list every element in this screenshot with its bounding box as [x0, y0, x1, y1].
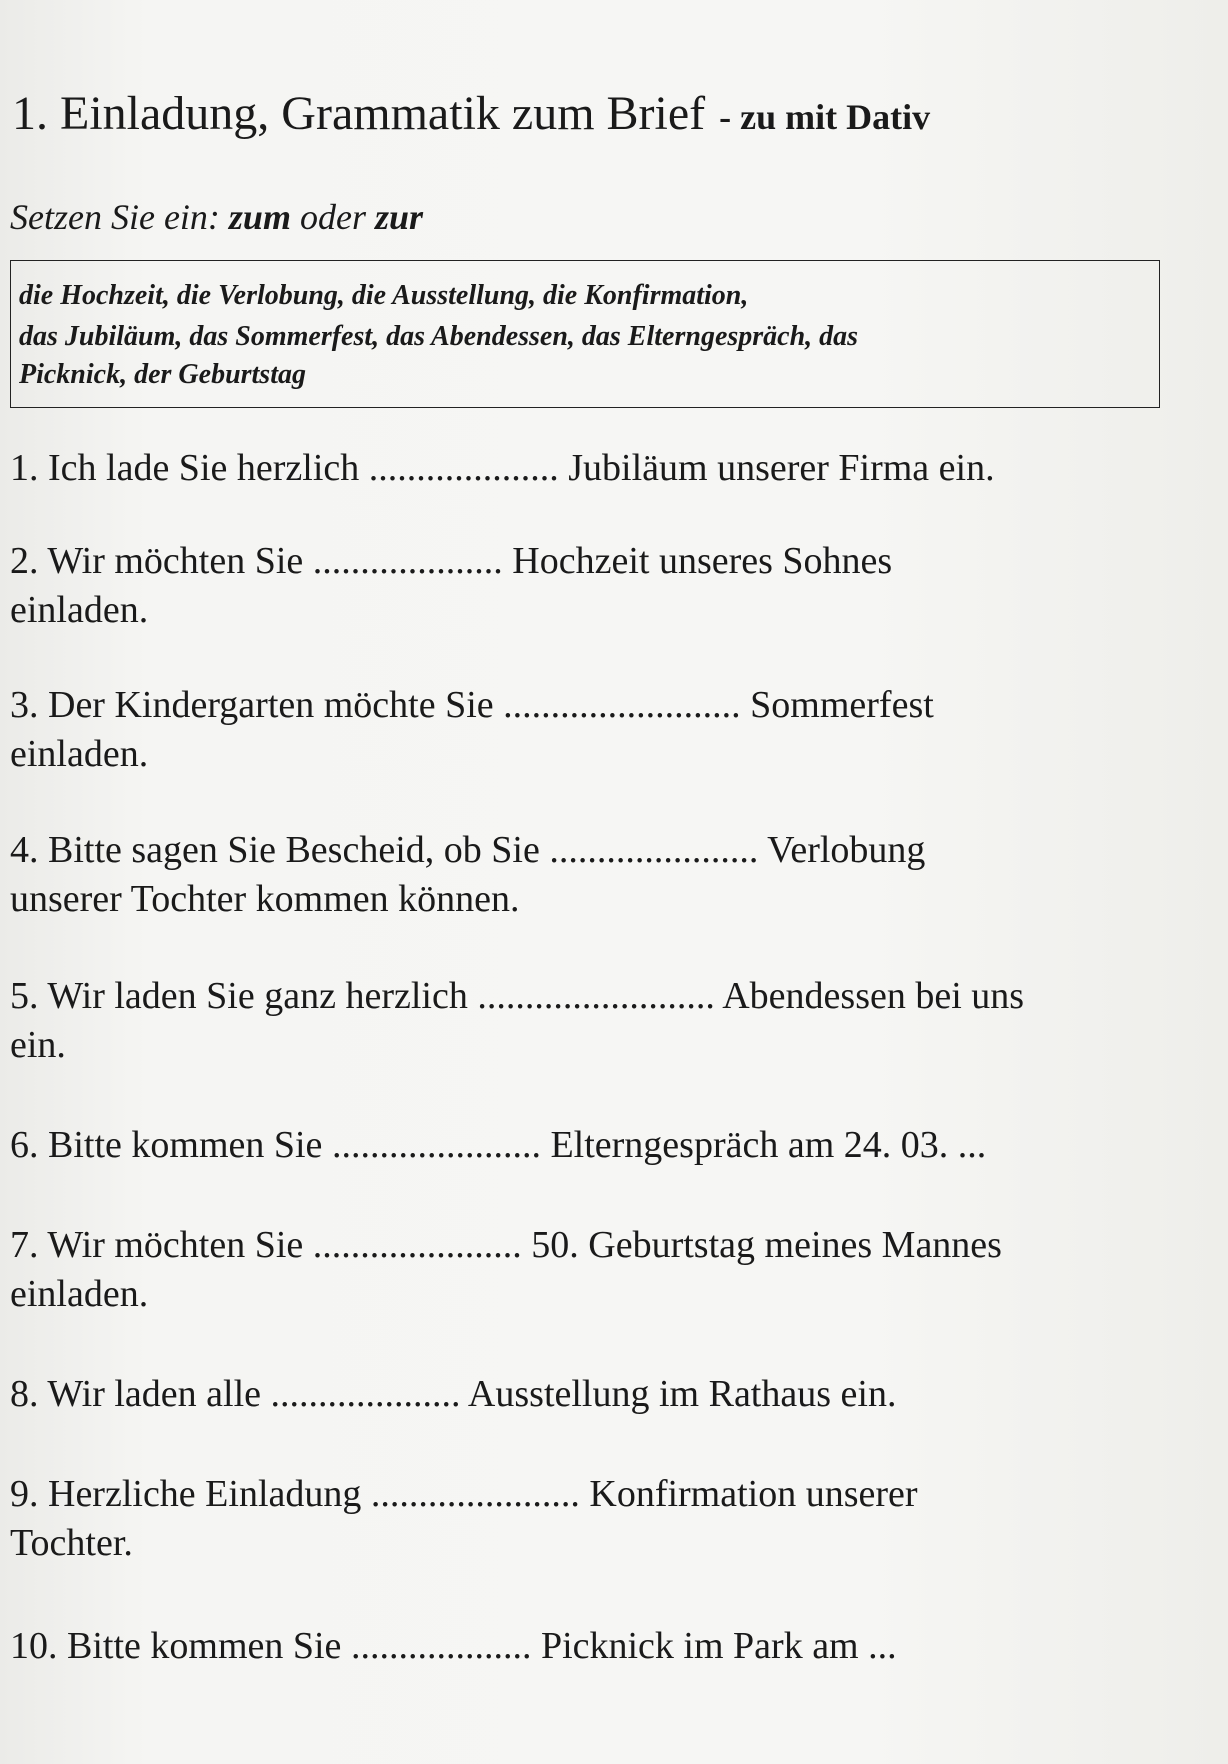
instruction-middle: oder	[290, 197, 375, 237]
exercise-text-before: 1. Ich lade Sie herzlich	[10, 447, 369, 489]
exercise-line	[10, 972, 1190, 1021]
answer-blank[interactable]: ....................	[270, 1373, 461, 1415]
exercise-line	[10, 1221, 1190, 1270]
answer-blank[interactable]: ......................	[331, 1124, 541, 1166]
exercise-text-before: 6. Bitte kommen Sie	[10, 1124, 332, 1166]
exercise-3	[10, 681, 1190, 779]
exercise-6	[10, 1121, 1190, 1170]
answer-blank[interactable]: ....................	[368, 447, 559, 489]
exercise-9	[10, 1470, 1190, 1568]
exercise-text-before: 10. Bitte kommen Sie	[10, 1625, 351, 1667]
answer-blank[interactable]: ......................	[549, 829, 759, 871]
word-bank-line-1: die Hochzeit, die Verlobung, die Ausstellung, die Konfirmation,	[19, 280, 749, 311]
exercise-line	[10, 1470, 1190, 1519]
exercise-line-2: unserer Tochter kommen können.	[10, 878, 520, 920]
worksheet-title	[12, 86, 930, 141]
instruction-text	[10, 196, 423, 238]
exercise-line-2: einladen.	[10, 733, 149, 775]
word-bank-box	[10, 260, 1160, 408]
answer-blank[interactable]: .........................	[477, 975, 715, 1017]
exercise-line	[10, 537, 1190, 586]
exercise-line-2: einladen.	[10, 1273, 149, 1315]
exercise-7	[10, 1221, 1190, 1319]
instruction-prefix: Setzen Sie ein:	[10, 197, 229, 237]
word-bank-line-2: das Jubiläum, das Sommerfest, das Abendessen, das Elterngespräch, das	[19, 321, 859, 352]
exercise-text-after: 50. Geburtstag meines Mannes	[521, 1224, 1002, 1266]
answer-blank[interactable]: ...................	[350, 1625, 532, 1667]
exercise-line-2: ein.	[10, 1024, 66, 1066]
exercise-line	[10, 826, 1190, 875]
exercise-line	[10, 1121, 1190, 1170]
exercise-text-before: 8. Wir laden alle	[10, 1373, 271, 1415]
exercise-text-before: 7. Wir möchten Sie	[10, 1224, 313, 1266]
word-bank-line-3: Picknick, der Geburtstag	[19, 359, 306, 390]
exercise-text-before: 5. Wir laden Sie ganz herzlich	[10, 975, 478, 1017]
answer-blank[interactable]: ....................	[312, 540, 503, 582]
exercise-text-after: Elterngespräch am 24. 03. ...	[540, 1124, 987, 1166]
exercise-4	[10, 826, 1190, 924]
exercise-text-after: Konfirmation unserer	[579, 1473, 918, 1515]
exercise-8	[10, 1370, 1190, 1419]
exercise-10	[10, 1622, 1190, 1671]
answer-blank[interactable]: ......................	[370, 1473, 580, 1515]
exercise-text-after: Verlobung	[758, 829, 926, 871]
exercise-line	[10, 1622, 1190, 1671]
exercise-text-before: 9. Herzliche Einladung	[10, 1473, 371, 1515]
instruction-word-zum: zum	[228, 197, 291, 237]
exercise-text-after: Ausstellung im Rathaus ein.	[460, 1373, 897, 1415]
exercise-5	[10, 972, 1190, 1070]
instruction-word-zur: zur	[374, 197, 424, 237]
exercise-text-after: Sommerfest	[740, 684, 934, 726]
exercise-text-after: Hochzeit unseres Sohnes	[502, 540, 893, 582]
exercise-2	[10, 537, 1190, 635]
exercise-text-after: Picknick im Park am ...	[531, 1625, 897, 1667]
exercise-line	[10, 681, 1190, 730]
exercise-line	[10, 1370, 1190, 1419]
answer-blank[interactable]: .........................	[503, 684, 741, 726]
title-suffix: - zu mit Dativ	[719, 97, 931, 137]
exercise-text-after: Jubiläum unserer Firma ein.	[558, 447, 995, 489]
exercise-text-before: 2. Wir möchten Sie	[10, 540, 313, 582]
exercise-line	[10, 444, 1190, 493]
exercise-line-2: Tochter.	[10, 1522, 133, 1564]
answer-blank[interactable]: ......................	[312, 1224, 522, 1266]
exercise-text-before: 3. Der Kindergarten möchte Sie	[10, 684, 504, 726]
exercise-text-after: Abendessen bei uns	[714, 975, 1025, 1017]
exercise-text-before: 4. Bitte sagen Sie Bescheid, ob Sie	[10, 829, 550, 871]
exercise-1	[10, 444, 1190, 493]
exercise-line-2: einladen.	[10, 589, 149, 631]
title-main: 1. Einladung, Grammatik zum Brief	[12, 87, 706, 140]
